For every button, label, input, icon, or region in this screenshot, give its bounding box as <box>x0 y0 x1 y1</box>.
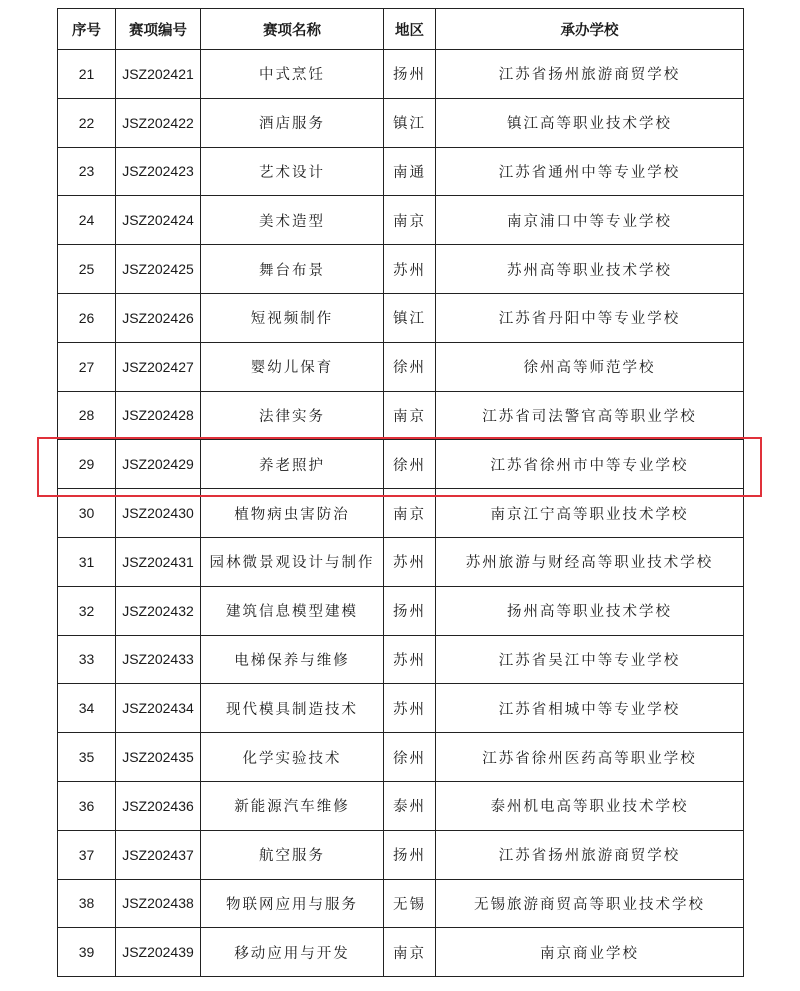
index-cell: 31 <box>58 537 116 586</box>
table-row <box>58 879 744 928</box>
region-cell: 徐州 <box>384 733 436 782</box>
event-code-cell: JSZ202424 <box>116 196 201 245</box>
index-cell: 26 <box>58 293 116 342</box>
host-school-cell: 江苏省相城中等专业学校 <box>436 684 744 733</box>
index-cell: 27 <box>58 342 116 391</box>
region-cell: 扬州 <box>384 830 436 879</box>
event-code-cell: JSZ202423 <box>116 147 201 196</box>
event-name-cell: 化学实验技术 <box>201 733 384 782</box>
event-code-cell: JSZ202430 <box>116 489 201 538</box>
region-cell: 苏州 <box>384 684 436 733</box>
header-region: 地区 <box>384 9 436 50</box>
event-name-cell: 植物病虫害防治 <box>201 489 384 538</box>
event-code-cell: JSZ202433 <box>116 635 201 684</box>
region-cell: 泰州 <box>384 781 436 830</box>
events-table <box>57 8 744 977</box>
host-school-cell: 徐州高等师范学校 <box>436 342 744 391</box>
event-code-cell: JSZ202427 <box>116 342 201 391</box>
region-cell: 南京 <box>384 489 436 538</box>
index-cell: 33 <box>58 635 116 684</box>
index-cell: 35 <box>58 733 116 782</box>
table-row <box>58 733 744 782</box>
header-event-name: 赛项名称 <box>201 9 384 50</box>
region-cell: 徐州 <box>384 440 436 489</box>
event-name-cell: 现代模具制造技术 <box>201 684 384 733</box>
event-name-cell: 短视频制作 <box>201 293 384 342</box>
table-row <box>58 586 744 635</box>
table-row <box>58 781 744 830</box>
index-cell: 25 <box>58 245 116 294</box>
table-row <box>58 684 744 733</box>
index-cell: 22 <box>58 98 116 147</box>
host-school-cell: 江苏省徐州市中等专业学校 <box>436 440 744 489</box>
event-code-cell: JSZ202428 <box>116 391 201 440</box>
header-event-code: 赛项编号 <box>116 9 201 50</box>
table-row <box>58 147 744 196</box>
event-name-cell: 法律实务 <box>201 391 384 440</box>
table-body <box>58 50 744 977</box>
event-code-cell: JSZ202431 <box>116 537 201 586</box>
region-cell: 苏州 <box>384 245 436 294</box>
table-row <box>58 342 744 391</box>
host-school-cell: 江苏省通州中等专业学校 <box>436 147 744 196</box>
event-code-cell: JSZ202438 <box>116 879 201 928</box>
host-school-cell: 苏州高等职业技术学校 <box>436 245 744 294</box>
host-school-cell: 江苏省徐州医药高等职业学校 <box>436 733 744 782</box>
index-cell: 34 <box>58 684 116 733</box>
region-cell: 苏州 <box>384 537 436 586</box>
host-school-cell: 江苏省扬州旅游商贸学校 <box>436 50 744 99</box>
table-row <box>58 489 744 538</box>
event-name-cell: 建筑信息模型建模 <box>201 586 384 635</box>
table-row <box>58 440 744 489</box>
host-school-cell: 江苏省扬州旅游商贸学校 <box>436 830 744 879</box>
event-code-cell: JSZ202436 <box>116 781 201 830</box>
host-school-cell: 南京商业学校 <box>436 928 744 977</box>
region-cell: 南京 <box>384 928 436 977</box>
event-name-cell: 航空服务 <box>201 830 384 879</box>
event-name-cell: 物联网应用与服务 <box>201 879 384 928</box>
index-cell: 29 <box>58 440 116 489</box>
event-name-cell: 养老照护 <box>201 440 384 489</box>
region-cell: 镇江 <box>384 293 436 342</box>
region-cell: 南京 <box>384 391 436 440</box>
event-code-cell: JSZ202435 <box>116 733 201 782</box>
host-school-cell: 镇江高等职业技术学校 <box>436 98 744 147</box>
table-row <box>58 635 744 684</box>
host-school-cell: 泰州机电高等职业技术学校 <box>436 781 744 830</box>
table-row <box>58 391 744 440</box>
event-name-cell: 电梯保养与维修 <box>201 635 384 684</box>
region-cell: 镇江 <box>384 98 436 147</box>
index-cell: 36 <box>58 781 116 830</box>
event-code-cell: JSZ202432 <box>116 586 201 635</box>
event-name-cell: 酒店服务 <box>201 98 384 147</box>
region-cell: 徐州 <box>384 342 436 391</box>
region-cell: 扬州 <box>384 586 436 635</box>
index-cell: 28 <box>58 391 116 440</box>
index-cell: 32 <box>58 586 116 635</box>
table-row <box>58 293 744 342</box>
index-cell: 23 <box>58 147 116 196</box>
table-row <box>58 196 744 245</box>
event-code-cell: JSZ202437 <box>116 830 201 879</box>
event-code-cell: JSZ202434 <box>116 684 201 733</box>
event-name-cell: 婴幼儿保育 <box>201 342 384 391</box>
event-name-cell: 舞台布景 <box>201 245 384 294</box>
index-cell: 24 <box>58 196 116 245</box>
host-school-cell: 江苏省司法警官高等职业学校 <box>436 391 744 440</box>
region-cell: 南通 <box>384 147 436 196</box>
index-cell: 30 <box>58 489 116 538</box>
host-school-cell: 南京江宁高等职业技术学校 <box>436 489 744 538</box>
index-cell: 39 <box>58 928 116 977</box>
index-cell: 37 <box>58 830 116 879</box>
region-cell: 扬州 <box>384 50 436 99</box>
header-host-school: 承办学校 <box>436 9 744 50</box>
table-row <box>58 928 744 977</box>
event-name-cell: 移动应用与开发 <box>201 928 384 977</box>
event-code-cell: JSZ202429 <box>116 440 201 489</box>
host-school-cell: 江苏省吴江中等专业学校 <box>436 635 744 684</box>
event-code-cell: JSZ202422 <box>116 98 201 147</box>
index-cell: 21 <box>58 50 116 99</box>
host-school-cell: 南京浦口中等专业学校 <box>436 196 744 245</box>
host-school-cell: 江苏省丹阳中等专业学校 <box>436 293 744 342</box>
table-row <box>58 537 744 586</box>
event-code-cell: JSZ202421 <box>116 50 201 99</box>
event-name-cell: 艺术设计 <box>201 147 384 196</box>
table-row <box>58 50 744 99</box>
region-cell: 苏州 <box>384 635 436 684</box>
host-school-cell: 扬州高等职业技术学校 <box>436 586 744 635</box>
host-school-cell: 苏州旅游与财经高等职业技术学校 <box>436 537 744 586</box>
host-school-cell: 无锡旅游商贸高等职业技术学校 <box>436 879 744 928</box>
table-row <box>58 245 744 294</box>
header-index: 序号 <box>58 9 116 50</box>
region-cell: 无锡 <box>384 879 436 928</box>
table-header-row <box>58 9 744 50</box>
event-name-cell: 园林微景观设计与制作 <box>201 537 384 586</box>
index-cell: 38 <box>58 879 116 928</box>
region-cell: 南京 <box>384 196 436 245</box>
event-name-cell: 美术造型 <box>201 196 384 245</box>
event-code-cell: JSZ202439 <box>116 928 201 977</box>
event-code-cell: JSZ202426 <box>116 293 201 342</box>
event-name-cell: 中式烹饪 <box>201 50 384 99</box>
event-name-cell: 新能源汽车维修 <box>201 781 384 830</box>
table-row <box>58 830 744 879</box>
table-row <box>58 98 744 147</box>
event-code-cell: JSZ202425 <box>116 245 201 294</box>
